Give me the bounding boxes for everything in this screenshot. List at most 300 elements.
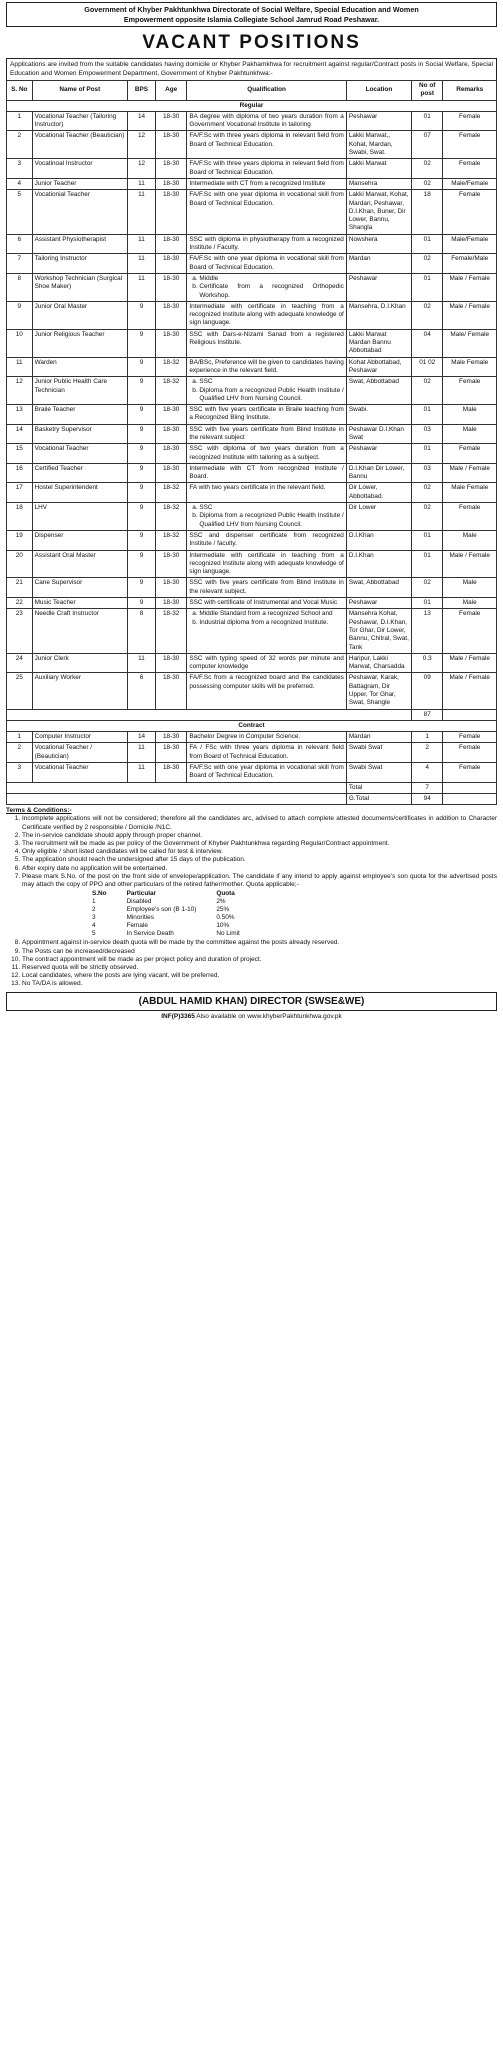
qualification-list (189, 275, 343, 300)
section-label-regular: Regular (7, 100, 497, 111)
quota-value: 10% (216, 922, 230, 930)
bps: 11 (128, 234, 156, 254)
serial-no: 12 (7, 377, 33, 405)
remarks: Female (443, 111, 497, 131)
post-count: 02 (412, 578, 443, 598)
bps: 9 (128, 357, 156, 377)
post-count: 02 (412, 301, 443, 329)
location: Peshawar (346, 111, 411, 131)
header-line-1: Government of Khyber Pakhtunkhwa Directorate of Social Welfare, Special Education and Women (84, 5, 419, 14)
bps: 12 (128, 131, 156, 159)
term-item (22, 873, 497, 938)
serial-no: 7 (7, 254, 33, 274)
term-item: 4. Only eligible / short listed candidates will be called for test & interview. (22, 848, 497, 856)
serial-no: 2 (7, 131, 33, 159)
qualification: FA/F.Sc with three years diploma in relevant field from Board of Technical Education. (187, 159, 346, 179)
post-name: Braile Teacher (32, 405, 127, 425)
bps: 11 (128, 178, 156, 189)
remarks: Male (443, 405, 497, 425)
terms-section (6, 805, 497, 988)
qualification: Intermediate with CT from recognized Institute / Board. (187, 463, 346, 483)
bps: 9 (128, 301, 156, 329)
term-item: 11. Reserved quota will be strictly observed. (22, 964, 497, 972)
serial-no: 17 (7, 483, 33, 503)
qualification (187, 503, 346, 531)
bps: 11 (128, 254, 156, 274)
remarks: Male/ Female (443, 329, 497, 357)
location: Swabi. (346, 405, 411, 425)
ad-reference (6, 1011, 497, 1020)
department-header (6, 2, 497, 27)
quota-particular: In Service Death (126, 930, 174, 938)
age: 18-30 (155, 424, 186, 444)
age: 18-30 (155, 159, 186, 179)
qualification: SSC and dispenser certificate from recognized Institute / faculty. (187, 530, 346, 550)
table-row (7, 609, 497, 653)
post-count: 01 (412, 273, 443, 301)
page-title: VACANT POSITIONS (142, 32, 361, 54)
quota-value: 0.50% (216, 914, 235, 922)
qualification (187, 377, 346, 405)
remarks: Male Female (443, 483, 497, 503)
quota-serial: 5 (92, 930, 96, 938)
quota-col-header: Particular (126, 890, 157, 898)
header-line-2: Empowerment opposite Islamia Collegiate School Jamrud Road Peshawar. (123, 14, 380, 24)
qualification: SSC with diploma in physiotherapy from a recognized Institute / Faculty. (187, 234, 346, 254)
post-name: Vocational Teacher (Beautician) (32, 131, 127, 159)
post-count: 01 (412, 234, 443, 254)
section-row (7, 720, 497, 731)
bps: 14 (128, 732, 156, 743)
serial-no: 8 (7, 273, 33, 301)
age: 18-30 (155, 578, 186, 598)
post-name: Vocatinoal Instructor (32, 159, 127, 179)
qualification: Intermediate with certificate in teaching from a recognized Institute along with adequate knowledge of sign language. (187, 301, 346, 329)
bps: 11 (128, 763, 156, 783)
post-name: Warden (32, 357, 127, 377)
bps: 9 (128, 503, 156, 531)
location: Peshawar, Karak, Battagram, Dir Upper, Tor Ghar, Swat, Shangle (346, 673, 411, 709)
post-name: LHV (32, 503, 127, 531)
col-header: No of post (412, 81, 443, 101)
remarks: Female (443, 743, 497, 763)
qualification: SSC with diploma of two years duration from a recognized Institute with tailoring as a subject. (187, 444, 346, 464)
post-count: 13 (412, 609, 443, 653)
location: Peshawar (346, 273, 411, 301)
location: D.I.Khan (346, 530, 411, 550)
post-count: 02 (412, 254, 443, 274)
table-row (7, 503, 497, 531)
table-row (7, 159, 497, 179)
serial-no: 3 (7, 159, 33, 179)
location: Peshawar D.I.Khan Swat (346, 424, 411, 444)
serial-no: 10 (7, 329, 33, 357)
bps: 9 (128, 530, 156, 550)
grand-total: 94 (412, 793, 443, 804)
terms-list (6, 815, 497, 988)
post-name: Dispenser (32, 530, 127, 550)
post-count: 07 (412, 131, 443, 159)
location: Kohat Abbottabad, Peshawar (346, 357, 411, 377)
post-count: 03 (412, 424, 443, 444)
post-count: 01 (412, 550, 443, 578)
location: Lakki Marwat (346, 159, 411, 179)
serial-no: 21 (7, 578, 33, 598)
location: Nowshera (346, 234, 411, 254)
post-name: Junior Clerk (32, 653, 127, 673)
serial-no: 2 (7, 743, 33, 763)
location: Mardan (346, 254, 411, 274)
post-name: Assistant Oral Master (32, 550, 127, 578)
remarks: Male (443, 424, 497, 444)
serial-no: 25 (7, 673, 33, 709)
table-row (7, 483, 497, 503)
location: D.I.Khan Dir Lower, Bannu (346, 463, 411, 483)
serial-no: 22 (7, 598, 33, 609)
post-count: 03 (412, 463, 443, 483)
serial-no: 1 (7, 732, 33, 743)
bps: 11 (128, 743, 156, 763)
post-name: Computer Instructor (32, 732, 127, 743)
term-item: 5. The application should reach the undersigned after 15 days of the publication. (22, 856, 497, 864)
post-name: Assistant Physiotherapist (32, 234, 127, 254)
age: 18-32 (155, 609, 186, 653)
post-count: 4 (412, 763, 443, 783)
remarks: Female (443, 377, 497, 405)
qualification-item: a. SSC (199, 504, 343, 512)
age: 18-30 (155, 550, 186, 578)
age: 18-30 (155, 405, 186, 425)
qualification: Intermediate with CT from a recognized Institute (187, 178, 346, 189)
serial-no: 5 (7, 190, 33, 234)
term-item: 10. The contract appointment will be made as per project policy and duration of project. (22, 956, 497, 964)
remarks: Female/Male (443, 254, 497, 274)
bps: 12 (128, 159, 156, 179)
location: Mansehra Kohat, Peshawar, D.I.Khan, Tor Ghar, Dir Lower, Bannu, Chitral, Swat, Tank (346, 609, 411, 653)
age: 18-30 (155, 234, 186, 254)
term-item: 9. The Posts can be increased/decreased (22, 948, 497, 956)
qualification: SSC with typing speed of 32 words per minute and computer knowledge (187, 653, 346, 673)
post-name: Vocational Teacher / (Beautician) (32, 743, 127, 763)
table-row (7, 653, 497, 673)
terms-heading: Terms & Conditions:- (6, 807, 72, 815)
qualification: FA / FSc with three years diploma in relevant field from Board of Technical Education. (187, 743, 346, 763)
bps: 9 (128, 598, 156, 609)
signature-block: (ABDUL HAMID KHAN) DIRECTOR (SWSE&WE) (6, 992, 497, 1011)
grand-total-row (7, 793, 497, 804)
remarks: Female (443, 732, 497, 743)
post-count: 01 (412, 530, 443, 550)
post-name: Vocationial Teacher (32, 190, 127, 234)
col-header: Location (346, 81, 411, 101)
quota-row (82, 906, 250, 914)
location: Lakki Marwat,, Kohat, Mardan, Swabi, Swat. (346, 131, 411, 159)
section-label-contract: Contract (7, 720, 497, 731)
quota-serial: 4 (92, 922, 96, 930)
col-header: BPS (128, 81, 156, 101)
bps: 9 (128, 463, 156, 483)
qualification-list (189, 504, 343, 529)
qualification: FA/F.Sc from a recognized board and the candidates possessing computer skills will be preferred. (187, 673, 346, 709)
remarks: Female (443, 763, 497, 783)
age: 18-30 (155, 178, 186, 189)
remarks: Male/Female (443, 234, 497, 254)
table-row (7, 234, 497, 254)
qualification: BA/BSc, Preference will be given to candidates having experience in the relevant field. (187, 357, 346, 377)
table-row (7, 405, 497, 425)
age: 18-30 (155, 763, 186, 783)
term-item: 8. Appointment against in-service death quota will be made by the committee against the posts already reserved. (22, 939, 497, 947)
qualification: Bachelor Degree in Computer Science. (187, 732, 346, 743)
post-count: 1 (412, 732, 443, 743)
term-item: 12. Local candidates, where the posts are lying vacant, will be preferred. (22, 972, 497, 980)
remarks: Male Female (443, 357, 497, 377)
quota-value: No Limit (216, 930, 240, 938)
total-label: Total (346, 782, 411, 793)
post-name: Hostel Superintendent (32, 483, 127, 503)
qualification-list (189, 378, 343, 403)
quota-row (82, 898, 250, 906)
intro-text: Applications are invited from the suitable candidates having domicile or Khyber Pakhamkhwa for recruitment against regular/Contract posts in Social Welfare, Special Education and Women Empowerment Department, Government of Khyber Pakhtunkhwa:- (6, 58, 497, 80)
qualification: Intermediate with certificate in teaching from a recognized Institute along with adequate knowledge of sign language. (187, 550, 346, 578)
qualification-item: a. Middle Standard from a recognized School and (199, 610, 343, 618)
advertisement (6, 2, 497, 1020)
table-row (7, 530, 497, 550)
location: Swat, Abbottabad (346, 377, 411, 405)
quota-value: 2% (216, 898, 226, 906)
quota-particular: Minorities (126, 914, 154, 922)
table-row (7, 254, 497, 274)
post-count: 09 (412, 673, 443, 709)
quota-header-row (82, 890, 250, 898)
post-name: Junior Teacher (32, 178, 127, 189)
term-item: 3. The recruitment will be made as per policy of the Government of Khyber Pakhtunkhwa regarding Regular/Contract appointment. (22, 840, 497, 848)
qualification-item: b. Diploma from a recognized Public Health Institute / Qualified LHV from Nursing Council. (199, 512, 343, 529)
quota-serial: 3 (92, 914, 96, 922)
age: 18-30 (155, 732, 186, 743)
term-item: 1. Incomplete applications will not be considered; therefore all the candidates arc, advised to attach complete attested documents/certificates in addition to Character Certificate verified by 2 responsible / Domicile /N1C. (22, 815, 497, 831)
qualification-item: b. Certificate from a recognized Orthopedic Workshop. (199, 283, 343, 300)
table-row (7, 598, 497, 609)
quota-col-header: Quota (216, 890, 235, 898)
table-row (7, 463, 497, 483)
table-row (7, 273, 497, 301)
remarks: Female (443, 131, 497, 159)
post-count: 02 (412, 377, 443, 405)
bps: 9 (128, 329, 156, 357)
location: Mansehra (346, 178, 411, 189)
table-row (7, 190, 497, 234)
age: 18-30 (155, 190, 186, 234)
remarks: Male / Female (443, 550, 497, 578)
ad-note: Also available on www.khyberPakhtunkhwa.gov.pk (194, 1012, 342, 1020)
serial-no: 16 (7, 463, 33, 483)
remarks: Male / Female (443, 273, 497, 301)
quota-particular: Female (126, 922, 148, 930)
serial-no: 19 (7, 530, 33, 550)
table-row (7, 131, 497, 159)
post-count: 2 (412, 743, 443, 763)
location: Peshawar (346, 444, 411, 464)
bps: 8 (128, 609, 156, 653)
post-count: 02 (412, 483, 443, 503)
age: 18-30 (155, 111, 186, 131)
table-row (7, 444, 497, 464)
qualification-item: a. SSC (199, 378, 343, 386)
post-name: Cane Supervisor (32, 578, 127, 598)
term-item: 13. No TA/DA is allowed. (22, 980, 497, 988)
serial-no: 13 (7, 405, 33, 425)
serial-no: 6 (7, 234, 33, 254)
quota-value: 25% (216, 906, 230, 914)
table-header-row (7, 81, 497, 101)
post-count: 01 02 (412, 357, 443, 377)
term-item: 6. After expiry date no application will be entertained. (22, 865, 497, 873)
post-name: Junior Public Health Care Technician (32, 377, 127, 405)
col-header: Qualification (187, 81, 346, 101)
post-name: Junior Religious Teacher (32, 329, 127, 357)
quota-table (82, 890, 250, 938)
serial-no: 20 (7, 550, 33, 578)
age: 18-30 (155, 598, 186, 609)
remarks: Male (443, 598, 497, 609)
age: 18-30 (155, 254, 186, 274)
bps: 9 (128, 377, 156, 405)
col-header: S. No (7, 81, 33, 101)
serial-no: 4 (7, 178, 33, 189)
post-name: Certified Teacher (32, 463, 127, 483)
ad-code: INF(P)3365 (161, 1012, 195, 1020)
bps: 9 (128, 550, 156, 578)
post-name: Vocational Teacher (32, 444, 127, 464)
location: Dir Lower (346, 503, 411, 531)
serial-no: 9 (7, 301, 33, 329)
quota-row (82, 930, 250, 938)
location: Swabi Swat (346, 763, 411, 783)
col-header: Age (155, 81, 186, 101)
remarks: Female (443, 503, 497, 531)
post-name: Auxiliary Worker (32, 673, 127, 709)
location: Swat, Abbottabad (346, 578, 411, 598)
age: 18-32 (155, 530, 186, 550)
term-text: Please mark S.No. of the post on the front side of envelope/application. The candidate if any intend to apply against employee's son quota for the advertised posts may attach the copy of PPO and other particulars of the retired father/mother. Quota applicable;- (22, 872, 497, 889)
gtotal-label: G.Total (346, 793, 411, 804)
table-row (7, 111, 497, 131)
quota-particular: Disabled (126, 898, 152, 906)
quota-particular: Employee's son (B 1-10) (126, 906, 197, 914)
location: Mansehra, D.I.Khan (346, 301, 411, 329)
term-item: 2. The in-service candidate should apply through proper channel. (22, 832, 497, 840)
bps: 14 (128, 111, 156, 131)
quota-row (82, 914, 250, 922)
col-header: Remarks (443, 81, 497, 101)
age: 18-32 (155, 503, 186, 531)
remarks: Male / Female (443, 653, 497, 673)
posts-table (6, 80, 497, 805)
age: 18-30 (155, 273, 186, 301)
remarks: Male (443, 530, 497, 550)
table-row (7, 178, 497, 189)
bps: 9 (128, 578, 156, 598)
post-name: Junior Oral Master (32, 301, 127, 329)
post-count: 01 (412, 444, 443, 464)
contract-total: 7 (412, 782, 443, 793)
remarks: Male (443, 578, 497, 598)
bps: 11 (128, 653, 156, 673)
table-row (7, 578, 497, 598)
quota-row (82, 922, 250, 930)
quota-serial: 1 (92, 898, 96, 906)
table-row (7, 763, 497, 783)
post-name: Tailoring Instructor (32, 254, 127, 274)
regular-total-row (7, 709, 497, 720)
age: 18-30 (155, 743, 186, 763)
age: 18-30 (155, 653, 186, 673)
table-row (7, 550, 497, 578)
contract-total-row (7, 782, 497, 793)
post-count: 01 (412, 405, 443, 425)
location: Swabi Swat (346, 743, 411, 763)
bps: 9 (128, 483, 156, 503)
post-name: Needle Craft Instructor (32, 609, 127, 653)
location: D.I.Khan (346, 550, 411, 578)
remarks: Female (443, 190, 497, 234)
serial-no: 18 (7, 503, 33, 531)
post-name: Vocational Teacher (Tailoring Instructor) (32, 111, 127, 131)
serial-no: 23 (7, 609, 33, 653)
post-count: 01 (412, 598, 443, 609)
post-count: 02 (412, 159, 443, 179)
qualification-list (189, 610, 343, 627)
remarks: Male / Female (443, 673, 497, 709)
location: Lakki Marwat Mardan Bannu Abbottabad (346, 329, 411, 357)
age: 18-30 (155, 463, 186, 483)
age: 18-30 (155, 329, 186, 357)
location: Mardan (346, 732, 411, 743)
age: 18-30 (155, 444, 186, 464)
qualification-item: b. Industrial diploma from a recognized Institute. (199, 619, 343, 627)
quota-col-header: S.No (92, 890, 107, 898)
bps: 11 (128, 190, 156, 234)
post-name: Basketry Supervisor (32, 424, 127, 444)
serial-no: 24 (7, 653, 33, 673)
qualification: FA/F.Sc with three years diploma in relevant field from Board of Technical Education. (187, 131, 346, 159)
qualification (187, 609, 346, 653)
post-name: Music Teacher (32, 598, 127, 609)
qualification: FA/F.Sc with one year diploma in vocational skill from Board of Technical Education. (187, 190, 346, 234)
qualification-item: b. Diploma from a recognized Public Health Institute / Qualified LHV from Nursing Council. (199, 387, 343, 404)
location: Haripur, Lakki Marwat, Charsadda (346, 653, 411, 673)
quota-serial: 2 (92, 906, 96, 914)
table-row (7, 301, 497, 329)
bps: 11 (128, 273, 156, 301)
post-name: Workshop Technician (Surgical Shoe Maker) (32, 273, 127, 301)
age: 18-30 (155, 673, 186, 709)
location: Lakki Marwat, Kohat, Mardan, Peshawar, D.I.Khan, Buner, Dir Lower, Bannu, Shangla (346, 190, 411, 234)
age: 18-32 (155, 483, 186, 503)
serial-no: 11 (7, 357, 33, 377)
qualification: SSC with five years certificate from Blind Institute in the relevant subject (187, 424, 346, 444)
bps: 9 (128, 444, 156, 464)
post-name: Vocational Teacher (32, 763, 127, 783)
age: 18-32 (155, 377, 186, 405)
qualification: SSC with five years certificate in Braile teaching from a Recognized Bling Institute. (187, 405, 346, 425)
post-count: 02 (412, 178, 443, 189)
age: 18-30 (155, 131, 186, 159)
qualification: SSC with Dars-e-Nizami Sanad from a registered Religious Institute. (187, 329, 346, 357)
post-count: 02 (412, 503, 443, 531)
remarks: Male/Female (443, 178, 497, 189)
